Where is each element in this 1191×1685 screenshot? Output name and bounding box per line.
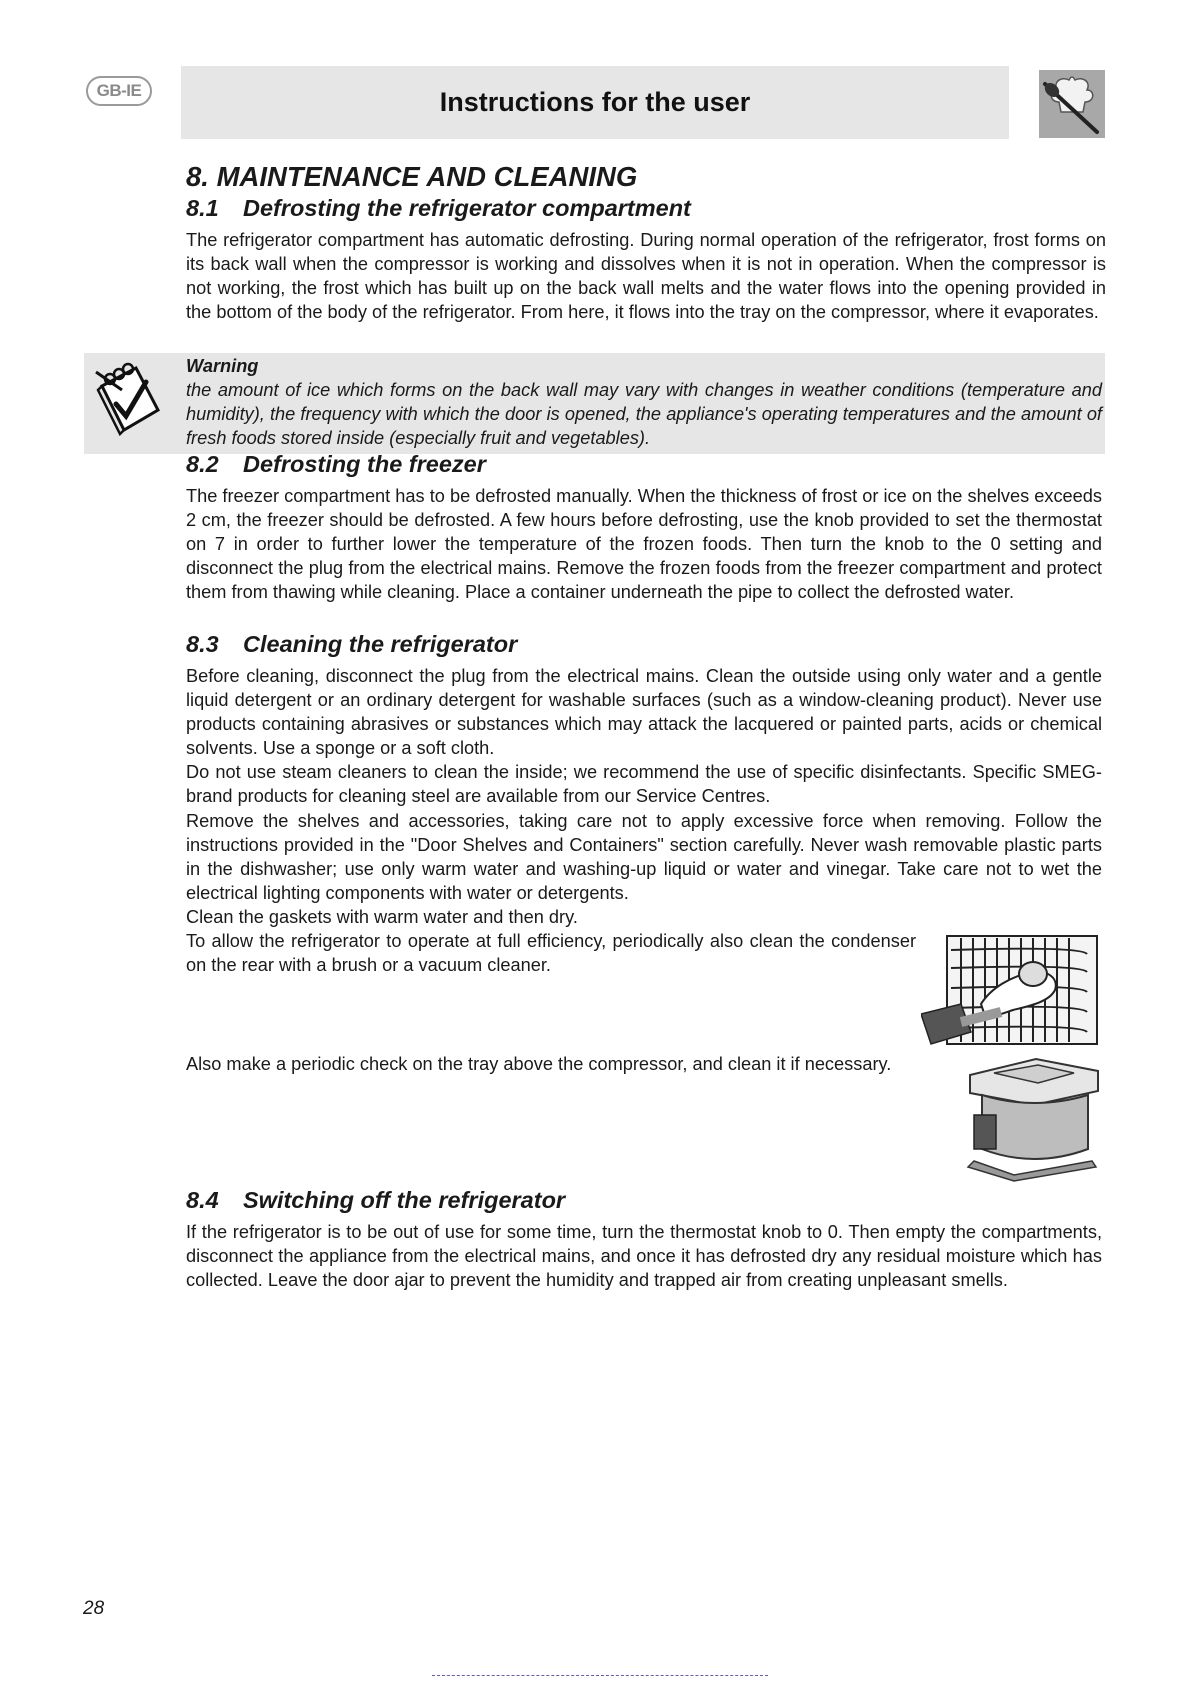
notepad-check-icon — [92, 360, 166, 436]
page-header-title: Instructions for the user — [439, 87, 751, 117]
paragraph: If the refrigerator is to be out of use for some time, turn the thermostat knob to 0. Then empty the compartments, disconnect the appliance from the electrical mains, and once it has defrosted dry any residual moisture which has collected. Leave the door ajar to prevent the humidity and trapped air from creating unpleasant smells. — [186, 1222, 1102, 1291]
paragraph: Remove the shelves and accessories, taking care not to apply excessive force when removing. Follow the instructions provided in the "Door Shelves and Containers" section carefully. Never wash removable plastic parts in the dishwasher; use only warm water and washing-up liquid or water and vinegar. Take care not to wet the electrical lighting components with water or detergents. — [186, 810, 1102, 903]
chef-hat-spoon-icon — [1039, 70, 1105, 138]
warning-content — [186, 354, 1102, 450]
subsection-title: Switching off the refrigerator — [243, 1187, 566, 1213]
condenser-brush-illustration — [921, 932, 1101, 1048]
footer-divider — [432, 1675, 768, 1676]
paragraph: Also make a periodic check on the tray above the compressor, and clean it if necessary. — [186, 1054, 892, 1074]
section-number: 8.4 — [186, 1187, 219, 1213]
section-8-1 — [186, 195, 1106, 324]
paragraph: Do not use steam cleaners to clean the inside; we recommend the use of specific disinfectants. Specific SMEG-brand products for cleaning steel are available from our Service Centres. — [186, 762, 1102, 807]
paragraph: The refrigerator compartment has automatic defrosting. During normal operation of the refrigerator, frost forms on its back wall when the compressor is working and dissolves when it is not in operation. When the compressor is not working, the frost which has built up on the back wall melts and the water flows into the opening provided in the bottom of the body of the refrigerator. From here, it flows into the tray on the compressor, where it evaporates. — [186, 230, 1106, 323]
paragraph: To allow the refrigerator to operate at full efficiency, periodically also clean the condenser on the rear with a brush or a vacuum cleaner. — [186, 931, 916, 976]
section-number: 8.3 — [186, 631, 219, 657]
region-badge: GB-IE — [86, 76, 152, 106]
paragraph: Before cleaning, disconnect the plug from the electrical mains. Clean the outside using only water and a gentle liquid detergent or an ordinary detergent for washable surfaces (such as a window-cleaning product). Never use products containing abrasives or substances which may attack the lacquered or painted parts, acids or chemical solvents. Use a sponge or a soft cloth. — [186, 666, 1102, 759]
paragraph: The freezer compartment has to be defrosted manually. When the thickness of frost or ice on the shelves exceeds 2 cm, the freezer should be defrosted. A few hours before defrosting, use the knob provided to set the thermostat on 7 in order to further lower the temperature of the frozen foods. Then turn the knob to the 0 setting and disconnect the plug from the electrical mains. Remove the frozen foods from the freezer compartment and protect them from thawing while cleaning. Place a container underneath the pipe to collect the defrosted water. — [186, 486, 1102, 603]
section-number: 8.2 — [186, 451, 219, 477]
page-number: 28 — [83, 1598, 105, 1619]
header-bar — [181, 66, 1009, 139]
subsection-title: Defrosting the refrigerator compartment — [243, 195, 691, 221]
subsection-title: Cleaning the refrigerator — [243, 631, 518, 657]
compressor-tray-illustration — [964, 1057, 1102, 1183]
section-8-2 — [186, 451, 1102, 604]
warning-title: Warning — [186, 356, 259, 376]
paragraph: Clean the gaskets with warm water and then dry. — [186, 906, 578, 927]
warning-text: the amount of ice which forms on the back wall may vary with changes in weather conditions (temperature and humidity), the frequency with which the door is opened, the appliance's operating temperatures and the amount of fresh foods stored inside (especially fruit and vegetables). — [186, 380, 1102, 449]
section-title: 8. MAINTENANCE AND CLEANING — [186, 161, 638, 192]
section-number: 8.1 — [186, 195, 219, 221]
subsection-title: Defrosting the freezer — [243, 451, 486, 477]
section-8-3 — [186, 631, 1102, 929]
section-8-4 — [186, 1187, 1102, 1292]
